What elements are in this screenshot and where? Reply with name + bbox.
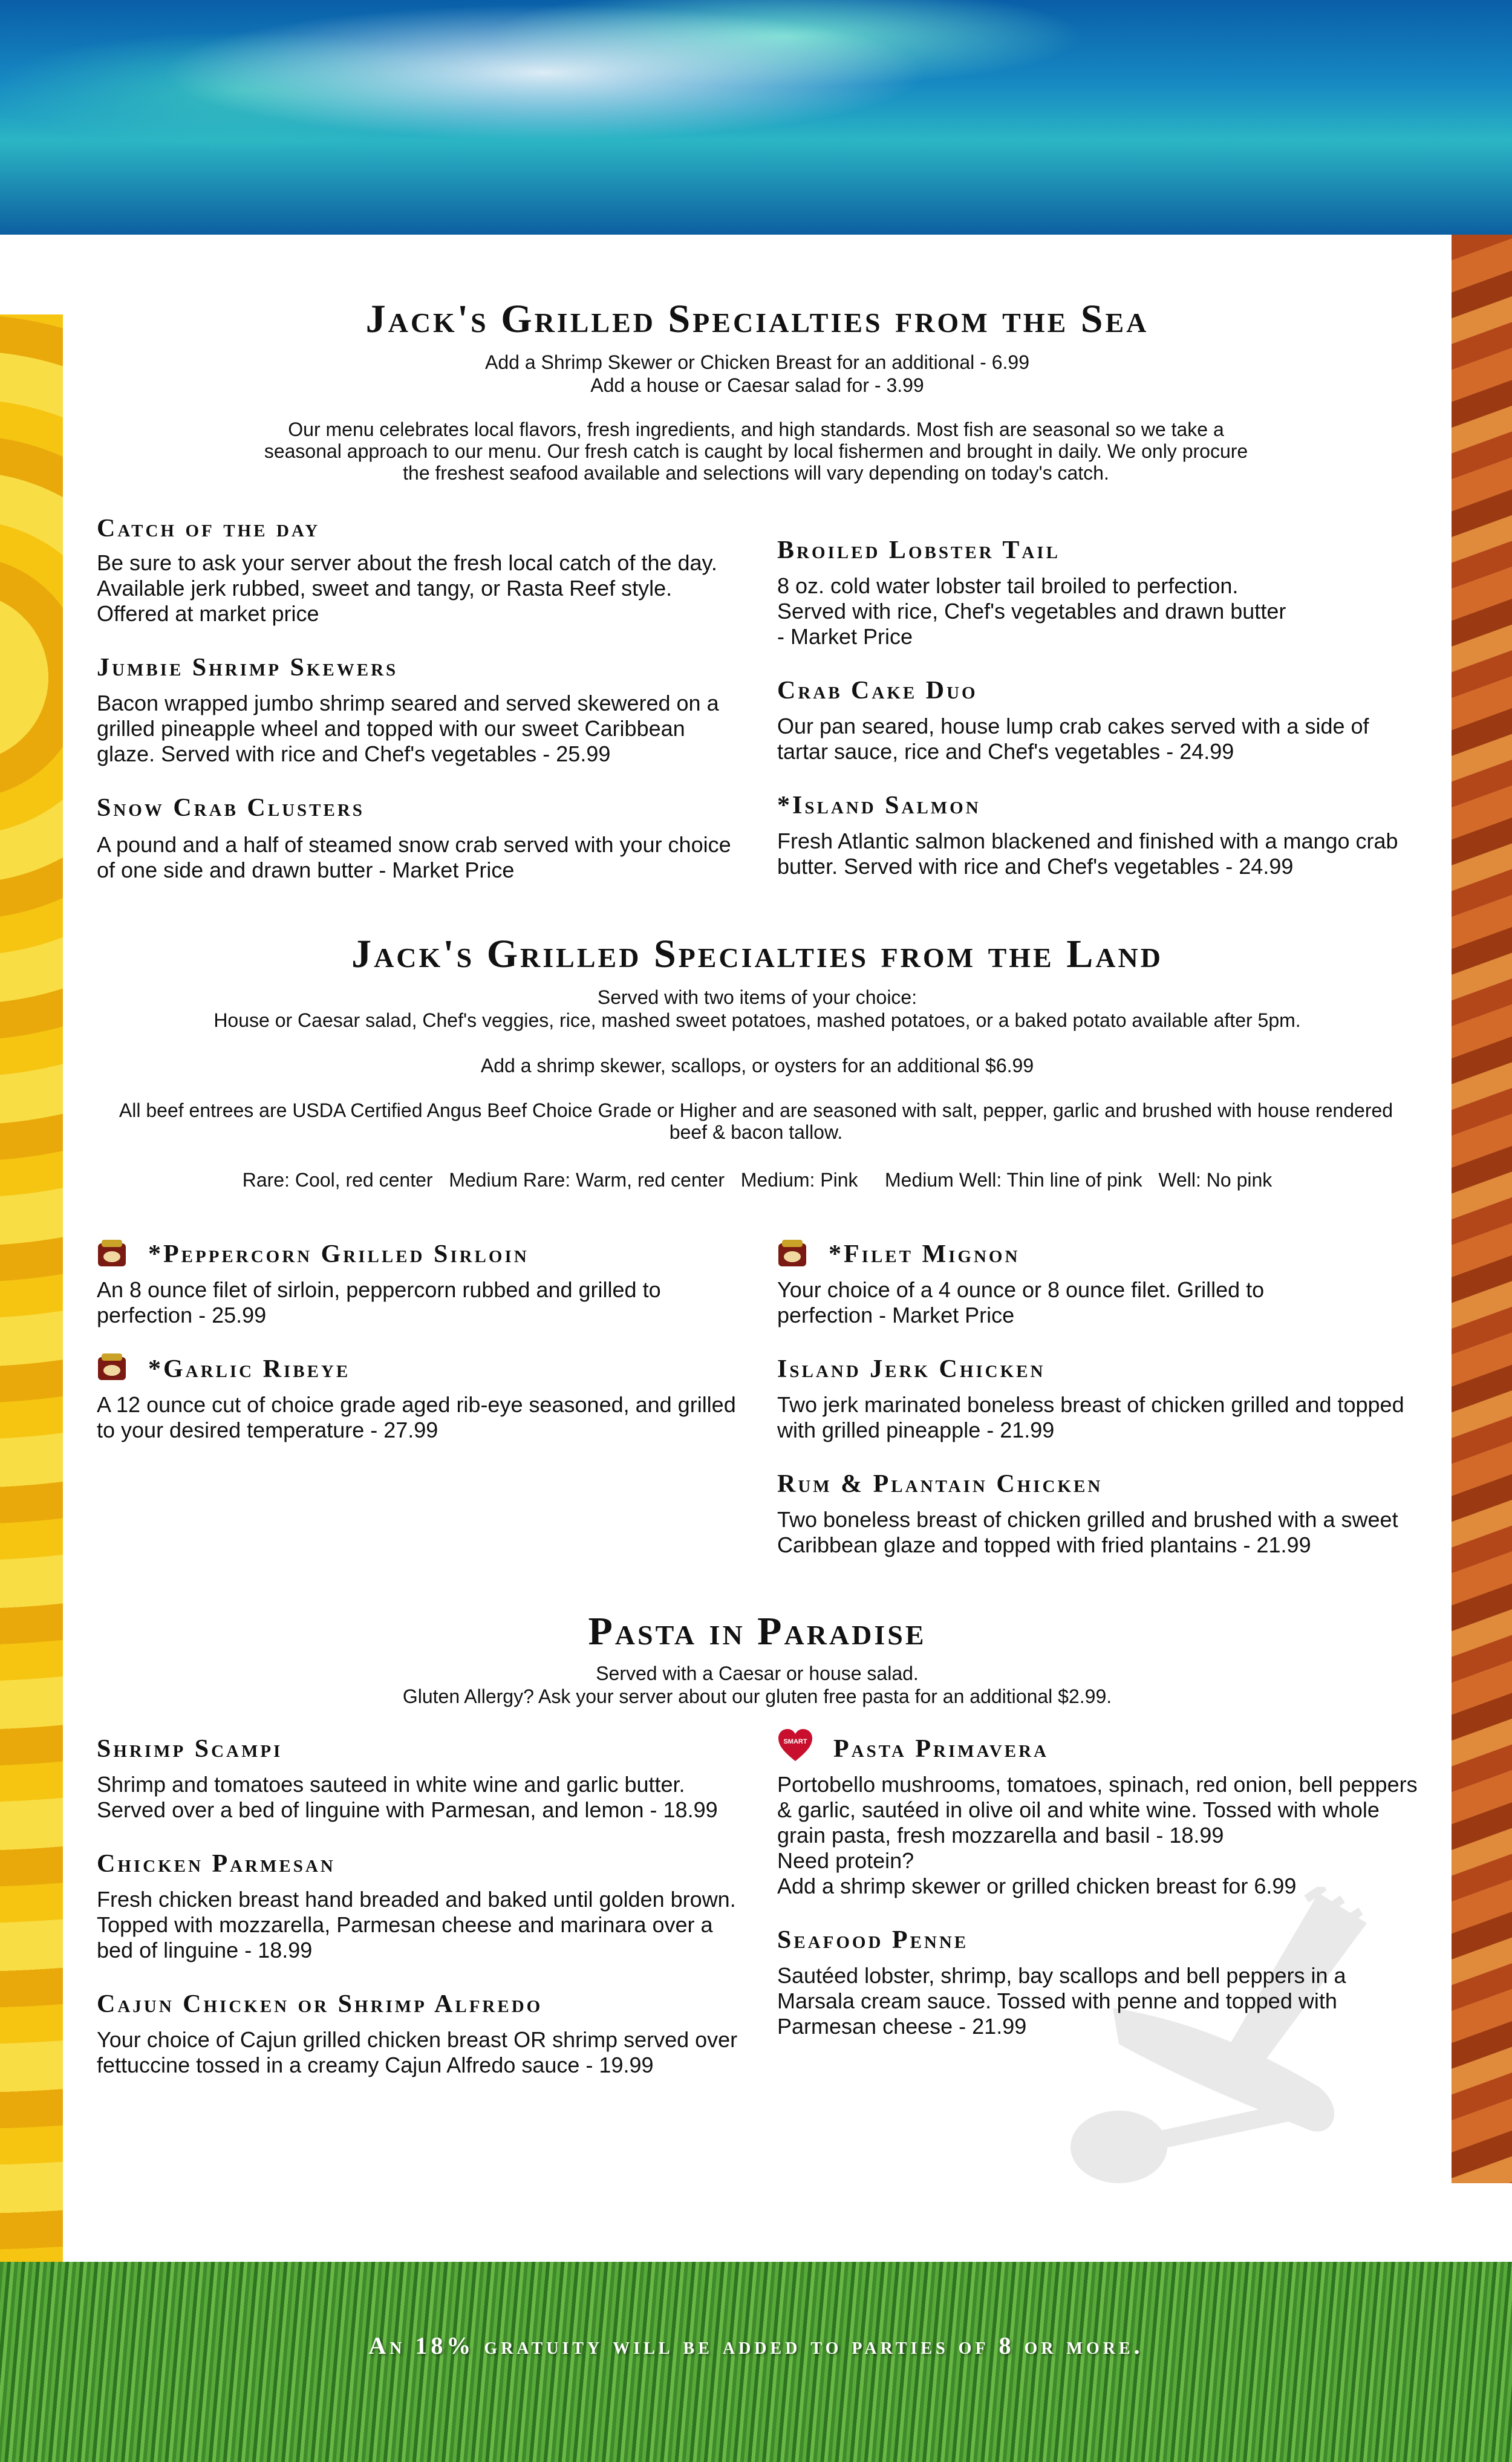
sea-addon-line-2: Add a house or Caesar salad for - 3.99 [590,374,924,396]
item-title-rum-plantain-chicken: Rum & Plantain Chicken [777,1470,1103,1498]
sea-section-title: Jack's Grilled Specialties from the Sea [365,297,1149,341]
item-title-crab-cake-duo: Crab Cake Duo [777,677,978,705]
item-title-snow-crab-clusters: Snow Crab Clusters [97,794,365,822]
item-desc-rum-plantain-chicken: Two boneless breast of chicken grilled and brushed with a sweet Caribbean glaze and topped with fried plantains - 21.99 [777,1507,1398,1557]
item-title-garlic-ribeye: *Garlic Ribeye [148,1355,351,1383]
land-beef-note: All beef entrees are USDA Certified Angus Beef Choice Grade or Higher and are seasoned with salt, pepper, garlic and brushed with house rendered beef & bacon tallow. [119,1099,1393,1143]
item-title-filet-mignon: *Filet Mignon [829,1240,1020,1268]
pasta-line-2: Gluten Allergy? Ask your server about our gluten free pasta for an additional $2.99. [402,1685,1112,1707]
sea-addon-line-1: Add a Shrimp Skewer or Chicken Breast for an additional - 6.99 [484,351,1029,373]
item-desc-filet-mignon: Your choice of a 4 ounce or 8 ounce filet. Grilled to perfection - Market Price [777,1277,1265,1327]
grass-footer-band [0,2262,1512,2462]
pasta-section-title: Pasta in Paradise [588,1609,927,1653]
item-desc-island-jerk-chicken: Two jerk marinated boneless breast of chicken grilled and topped with grilled pineapple - 21.99 [777,1392,1404,1442]
item-title-island-jerk-chicken: Island Jerk Chicken [777,1355,1046,1383]
item-title-broiled-lobster-tail: Broiled Lobster Tail [777,536,1060,564]
item-desc-jumbie-shrimp-skewers: Bacon wrapped jumbo shrimp seared and served skewered on a grilled pineapple wheel and topped with our sweet Caribbean glaze. Served with rice and Chef's vegetables - 25.99 [97,691,719,766]
land-line-2: House or Caesar salad, Chef's veggies, rice, mashed sweet potatoes, mashed potatoes, or a baked potato available after 5pm. [213,1009,1301,1031]
item-desc-seafood-penne: Sautéed lobster, shrimp, bay scallops and bell peppers in a Marsala cream sauce. Tossed with penne and topped with Parmesan cheese - 21.99 [777,1963,1346,2039]
item-desc-broiled-lobster-tail: 8 oz. cold water lobster tail broiled to perfection. Served with rice, Chef's vegetables and drawn butter - Market Price [777,573,1286,649]
gratuity-notice: An 18% gratuity will be added to parties of 8 or more. [368,2332,1144,2359]
svg-text:SMART: SMART [783,1738,807,1745]
sea-intro-paragraph: Our menu celebrates local flavors, fresh ingredients, and high standards. Most fish are seasonal so we take a seasonal approach to our menu. Our fresh catch is caught by local fishermen and brought in daily. We only procure the freshest seafood available and selections will vary depending on today's catch. [264,418,1248,484]
item-desc-pasta-primavera: Portobello mushrooms, tomatoes, spinach, red onion, bell peppers & garlic, sautéed in olive oil and white wine. Tossed with whole grain pasta, fresh mozzarella and basil - 18.99 [777,1772,1418,1848]
lemon-texture-strip [0,314,63,2262]
item-title-island-salmon: *Island Salmon [777,792,981,819]
smart-heart-badge-icon [777,1728,813,1762]
angus-beef-badge-icon [777,1239,807,1269]
item-title-seafood-penne: Seafood Penne [777,1926,969,1954]
item-title-chicken-parmesan: Chicken Parmesan [97,1850,336,1878]
item-desc-peppercorn-sirloin: An 8 ounce filet of sirloin, peppercorn rubbed and grilled to perfection - 25.99 [97,1277,661,1327]
item-extra-pasta-primavera-1: Need protein? [777,1848,914,1873]
item-desc-crab-cake-duo: Our pan seared, house lump crab cakes served with a side of tartar sauce, rice and Chef's vegetables - 24.99 [777,714,1369,764]
land-section-title: Jack's Grilled Specialties from the Land [351,932,1163,976]
land-line-3: Add a shrimp skewer, scallops, or oysters for an additional $6.99 [480,1055,1034,1076]
rust-texture-strip [1452,235,1512,2183]
item-desc-shrimp-scampi: Shrimp and tomatoes sauteed in white wine and garlic butter. Served over a bed of linguine with Parmesan, and lemon - 18.99 [97,1772,718,1822]
fork-spoon-watermark-icon [1064,1887,1379,2226]
item-desc-island-salmon: Fresh Atlantic salmon blackened and finished with a mango crab butter. Served with rice and Chef's vegetables - 24.99 [777,829,1398,879]
item-title-jumbie-shrimp-skewers: Jumbie Shrimp Skewers [97,654,399,682]
angus-beef-badge-icon [97,1239,127,1269]
pasta-line-1: Served with a Caesar or house salad. [596,1663,919,1684]
item-title-cajun-alfredo: Cajun Chicken or Shrimp Alfredo [97,1990,543,2018]
item-desc-cajun-alfredo: Your choice of Cajun grilled chicken breast OR shrimp served over fettuccine tossed in a creamy Cajun Alfredo sauce - 19.99 [97,2027,738,2077]
item-title-shrimp-scampi: Shrimp Scampi [97,1735,283,1763]
item-title-peppercorn-sirloin: *Peppercorn Grilled Sirloin [148,1240,529,1268]
item-desc-chicken-parmesan: Fresh chicken breast hand breaded and baked until golden brown. Topped with mozzarella, Parmesan cheese and marinara over a bed of linguine - 18.99 [97,1887,736,1962]
land-line-1: Served with two items of your choice: [597,986,917,1008]
item-desc-garlic-ribeye: A 12 ounce cut of choice grade aged rib-eye seasoned, and grilled to your desired temperature - 27.99 [97,1392,736,1442]
land-temperature-guide: Rare: Cool, red center Medium Rare: Warm, red center Medium: Pink Medium Well: Thin line of pink Well: No pink [242,1169,1272,1191]
item-title-pasta-primavera: Pasta Primavera [833,1735,1049,1763]
item-desc-catch-of-the-day: Be sure to ask your server about the fresh local catch of the day. Available jerk rubbed, sweet and tangy, or Rasta Reef style. Offered at market price [97,550,717,626]
item-title-catch-of-the-day: Catch of the day [97,515,321,542]
ocean-wave-banner [0,0,1512,235]
angus-beef-badge-icon [97,1352,127,1382]
item-extra-pasta-primavera-2: Add a shrimp skewer or grilled chicken breast for 6.99 [777,1874,1297,1898]
item-desc-snow-crab-clusters: A pound and a half of steamed snow crab served with your choice of one side and drawn butter - Market Price [97,832,731,882]
